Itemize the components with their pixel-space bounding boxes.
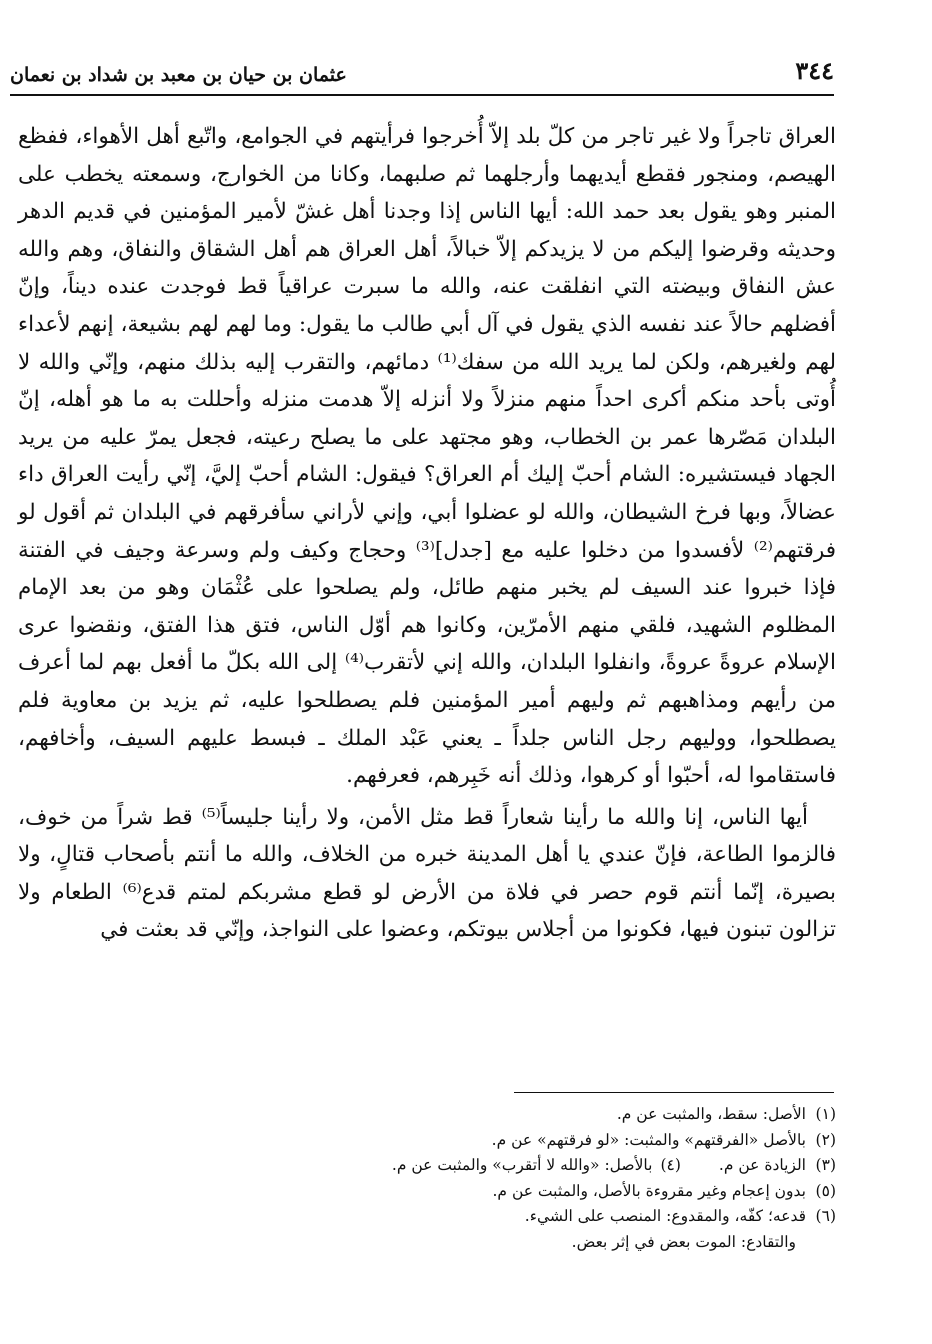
- footnote-separator: [514, 1092, 834, 1093]
- main-text: [18, 118, 836, 949]
- footnote-text: الزيادة عن م.: [718, 1156, 806, 1174]
- page-number: ٣٤٤: [795, 56, 834, 85]
- footnote-5: [130, 1179, 836, 1205]
- footnote-number: (٥): [815, 1181, 836, 1200]
- footnote-text: بدون إعجام وغير مقروءة بالأصل، والمثبت عن م.: [492, 1181, 806, 1200]
- footnotes: [130, 1102, 836, 1255]
- footnote-number: (٦): [815, 1207, 836, 1225]
- page-header: [10, 52, 834, 96]
- footnote-6: [130, 1204, 836, 1230]
- footnote-2: [130, 1128, 836, 1154]
- footnote-text: الأصل: سقط، والمثبت عن م.: [616, 1105, 806, 1123]
- running-title: عثمان بن حيان بن معبد بن شداد بن نعمان: [10, 64, 347, 86]
- footnote-1: [130, 1102, 836, 1128]
- footnote-number: (١): [815, 1105, 836, 1123]
- footnote-6-continued: [130, 1230, 836, 1256]
- footnote-number: (٢): [815, 1130, 836, 1149]
- footnote-text: والتقادع: الموت بعض في إثر بعض.: [571, 1232, 796, 1251]
- footnote-3-4: [130, 1153, 836, 1179]
- footnote-number: (٤): [660, 1156, 681, 1174]
- footnote-text: بالأصل: «والله لا أتقرب» والمثبت عن م.: [391, 1156, 653, 1174]
- footnote-text: قدعه؛ كفّه، والمقدوع: المنصب على الشيء.: [524, 1207, 806, 1225]
- paragraph-1: العراق تاجراً ولا غير تاجر من كلّ بلد إلاّ أُخرجوا فرأيتهم في الجوامع، واتّبع أهل الأهواء، ففظع الهيصم، ومنجور فقطع أيديهما وأرجلهما ثم صلبهما، وكانا من الخوارج، وسمعته يخطب على المنبر وهو يقول بعد حمد الله: أيها الناس إذا وجدنا أهل غشّ لأمير المؤمنين في قديم الدهر وحديثه وقرضوا إليكم من لا يزيدكم إلاّ خبالاً، أهل العراق هم أهل الشقاق والنفاق، وهم والله عش النفاق وبيضته التي انفلقت عنه، والله ما سبرت عراقياً قط فوجدت عنده ديناً، وإنّ أفضلهم حالاً عند نفسه الذي يقول في آل أبي طالب ما يقول: وما لهم لهم بشيعة، إنهم لأعداء لهم ولغيرهم، ولكن لما يريد الله من سفك⁽¹⁾ دمائهم، والتقرب إليه بذلك منهم، وإنّي والله لا أُوتى بأحد منكم أكرى احداً منهم منزلاً ولا أنزله إلاّ هدمت منزله وأحللت به ما هو أهله، إنّ البلدان مَصّرها عمر بن الخطاب، وهو مجتهد على ما يصلح رعيته، فجعل يمرّ عليه من يريد الجهاد فيستشيره: الشام أحبّ إليك أم العراق؟ فيقول: الشام أحبّ إليَّ، إنّي رأيت العراق داء عضالاً، وبها فرخ الشيطان، والله لو عضلوا أبي، وإني لأراني سأفرقهم في البلدان ثم أقول لو فرقتهم⁽²⁾ لأفسدوا من دخلوا عليه مع [جدل]⁽³⁾ وحجاج وكيف ولم وسرعة وجيف في الفتنة فإذا خبروا عند السيف لم يخبر منهم طائل، ولم يصلحوا على عُثْمَان وهو من بعد الإمام المظلوم الشهيد، فلقي منهم الأمرّين، وكانوا هم أوّل الناس، فتق هذا الفتق، ونقضوا عرى الإسلام عروةً عروةً، وانفلوا البلدان، والله إني لأتقرب⁽⁴⁾ إلى الله بكلّ ما أفعل بهم لما أعرف من رأيهم ومذاهبهم ثم وليهم أمير المؤمنين فلم يصطلحوا عليه، ثم يزيد بن معاوية فلم يصطلحوا، ووليهم رجل الناس جلداً ـ يعني عَبْد الملك ـ فبسط عليهم السيف، وأخافهم، فاستقاموا له، أحبّوا أو كرهوا، وذلك أنه خَبِرهم، فعرفهم.: [18, 124, 837, 789]
- footnote-number: (٣): [815, 1156, 836, 1174]
- footnote-text: بالأصل «الفرقتهم» والمثبت: «لو فرقتهم» عن م.: [491, 1130, 806, 1149]
- paragraph-2: أيها الناس، إنا والله ما رأينا شعاراً قط مثل الأمن، ولا رأينا جليساً⁽⁵⁾ قط شراً من خوف، فالزموا الطاعة، فإنّ عندي يا أهل المدينة خبره من الخلاف، والله ما أنتم بأصحاب قتالٍ، ولا بصيرة، إنّما أنتم قوم حصر في فلاة من الأرض لو قطع مشربكم لمتم قدع⁽⁶⁾ الطعام ولا تزالون تبنون فيها، فكونوا من أجلاس بيوتكم، وعضوا على النواجذ، وإنّي قد بعثت في: [18, 804, 836, 943]
